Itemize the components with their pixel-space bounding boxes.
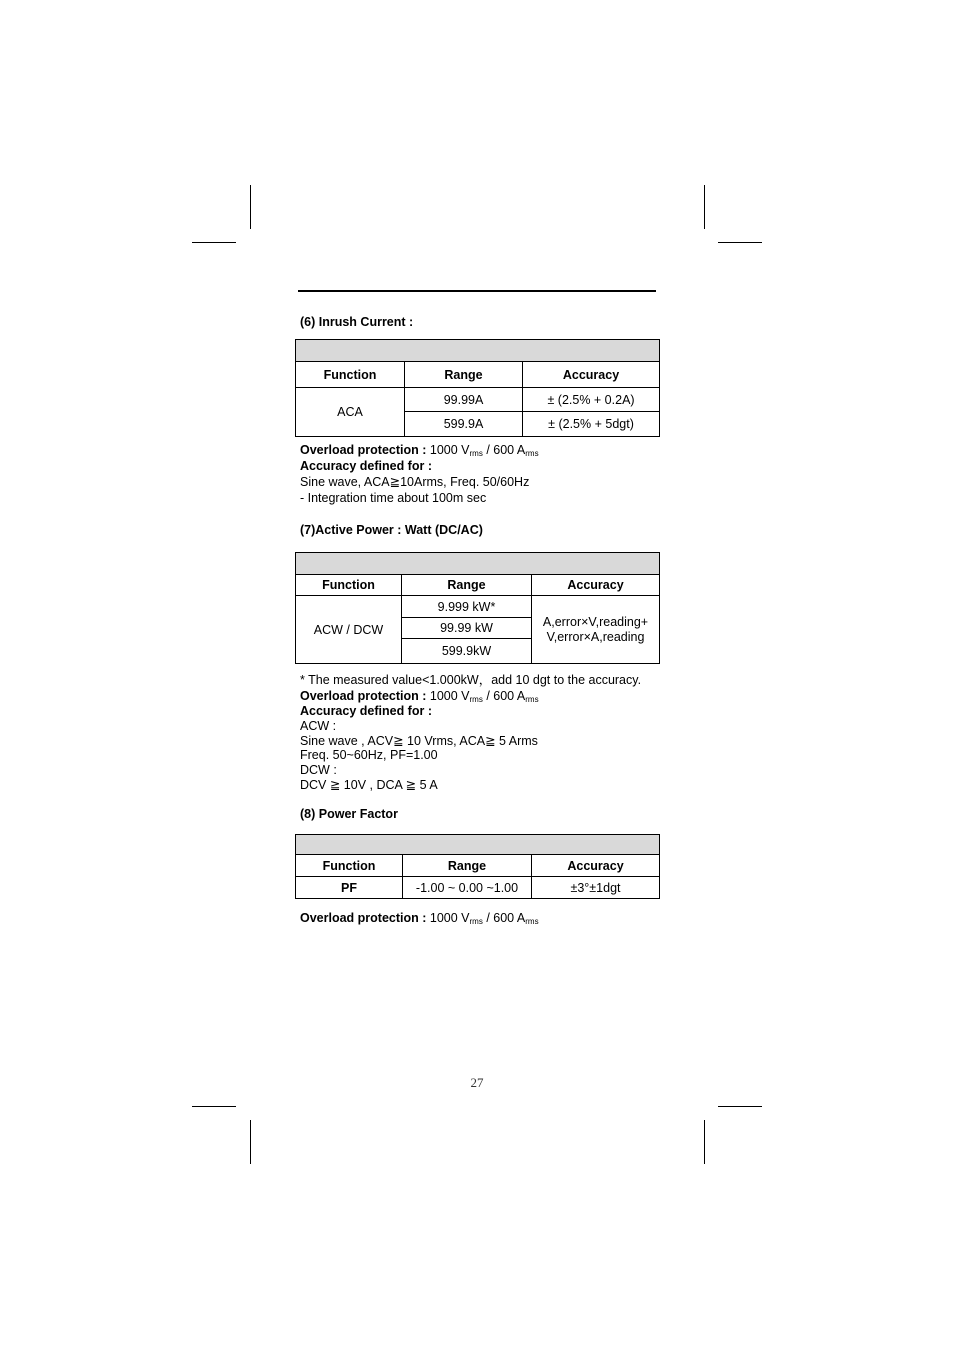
- column-header: Accuracy: [523, 362, 660, 388]
- column-header: Function: [296, 362, 405, 388]
- crop-mark-bottom-right-vertical: [704, 1120, 705, 1164]
- table-row: [296, 388, 660, 412]
- header-rule: [298, 290, 656, 292]
- column-header: Function: [296, 575, 402, 596]
- accuracy-cell: ±3°±1dgt: [532, 877, 660, 899]
- column-header: Accuracy: [532, 575, 660, 596]
- range-cell: 99.99 kW: [402, 618, 532, 639]
- active-power-note: Sine wave , ACV≧ 10 Vrms, ACA≧ 5 Arms: [300, 734, 538, 748]
- table-band-row: [296, 553, 660, 575]
- overload-label: Overload protection :: [300, 689, 427, 703]
- function-cell: ACW / DCW: [296, 596, 402, 664]
- accuracy-cell: ± (2.5% + 5dgt): [523, 412, 660, 437]
- range-cell: -1.00 ~ 0.00 ~1.00: [403, 877, 532, 899]
- column-header: Range: [405, 362, 523, 388]
- accuracy-cell: [532, 596, 660, 664]
- table-band-row: [296, 340, 660, 362]
- column-header: Range: [403, 855, 532, 877]
- table-header-row: [296, 575, 660, 596]
- range-cell: 599.9A: [405, 412, 523, 437]
- active-power-spec-table: [295, 552, 660, 664]
- crop-mark-bottom-left-vertical: [250, 1120, 251, 1164]
- table-header-row: [296, 855, 660, 877]
- active-power-note: ACW :: [300, 719, 337, 733]
- crop-mark-top-right-horizontal: [718, 242, 762, 243]
- rms-subscript: rms: [525, 695, 539, 704]
- inrush-note: - Integration time about 100m sec: [300, 491, 487, 505]
- table-band-row: [296, 835, 660, 855]
- power-factor-overload-line: [300, 911, 539, 926]
- rms-subscript: rms: [469, 695, 483, 704]
- accuracy-cell: ± (2.5% + 0.2A): [523, 388, 660, 412]
- rms-subscript: rms: [525, 449, 539, 458]
- accuracy-line: V,error×A,reading: [546, 629, 645, 644]
- active-power-footnote: * The measured value<1.000kW，add 10 dgt to the accuracy.: [300, 673, 642, 687]
- accuracy-line: A,error×V,reading+: [542, 614, 649, 629]
- overload-current: / 600 A: [482, 443, 526, 457]
- crop-mark-bottom-left-horizontal: [192, 1106, 236, 1107]
- table-row: [296, 596, 660, 618]
- column-header: Accuracy: [532, 855, 660, 877]
- active-power-note: Freq. 50~60Hz, PF=1.00: [300, 748, 438, 762]
- inrush-heading: (6) Inrush Current :: [300, 315, 414, 329]
- rms-subscript: rms: [525, 917, 539, 926]
- overload-label: Overload protection :: [300, 443, 427, 457]
- active-power-note: DCV ≧ 10V , DCA ≧ 5 A: [300, 778, 438, 792]
- rms-subscript: rms: [469, 917, 483, 926]
- range-cell: 99.99A: [405, 388, 523, 412]
- table-row: [296, 877, 660, 899]
- active-power-overload-line: [300, 689, 539, 704]
- crop-mark-top-left-horizontal: [192, 242, 236, 243]
- overload-label: Overload protection :: [300, 911, 427, 925]
- overload-current: / 600 A: [482, 911, 526, 925]
- function-cell: PF: [296, 877, 403, 899]
- page-number: 27: [470, 1075, 484, 1090]
- rms-subscript: rms: [469, 449, 483, 458]
- function-cell: ACA: [296, 388, 405, 437]
- crop-mark-bottom-right-horizontal: [718, 1106, 762, 1107]
- crop-mark-top-right-vertical: [704, 185, 705, 229]
- active-power-accuracy-label: Accuracy defined for :: [300, 704, 432, 718]
- active-power-note: DCW :: [300, 763, 337, 777]
- column-header: Function: [296, 855, 403, 877]
- inrush-accuracy-label: Accuracy defined for :: [300, 459, 432, 473]
- overload-voltage: 1000 V: [429, 689, 470, 703]
- range-cell: 599.9kW: [402, 639, 532, 664]
- overload-current: / 600 A: [482, 689, 526, 703]
- active-power-heading: (7)Active Power : Watt (DC/AC): [300, 523, 483, 537]
- range-cell: 9.999 kW*: [402, 596, 532, 618]
- table-header-row: [296, 362, 660, 388]
- power-factor-spec-table: [295, 834, 660, 899]
- overload-voltage: 1000 V: [429, 911, 470, 925]
- overload-voltage: 1000 V: [429, 443, 470, 457]
- column-header: Range: [402, 575, 532, 596]
- crop-mark-top-left-vertical: [250, 185, 251, 229]
- inrush-overload-line: [300, 443, 539, 458]
- power-factor-heading: (8) Power Factor: [300, 807, 398, 821]
- inrush-note: Sine wave, ACA≧10Arms, Freq. 50/60Hz: [300, 475, 530, 489]
- inrush-spec-table: [295, 339, 660, 437]
